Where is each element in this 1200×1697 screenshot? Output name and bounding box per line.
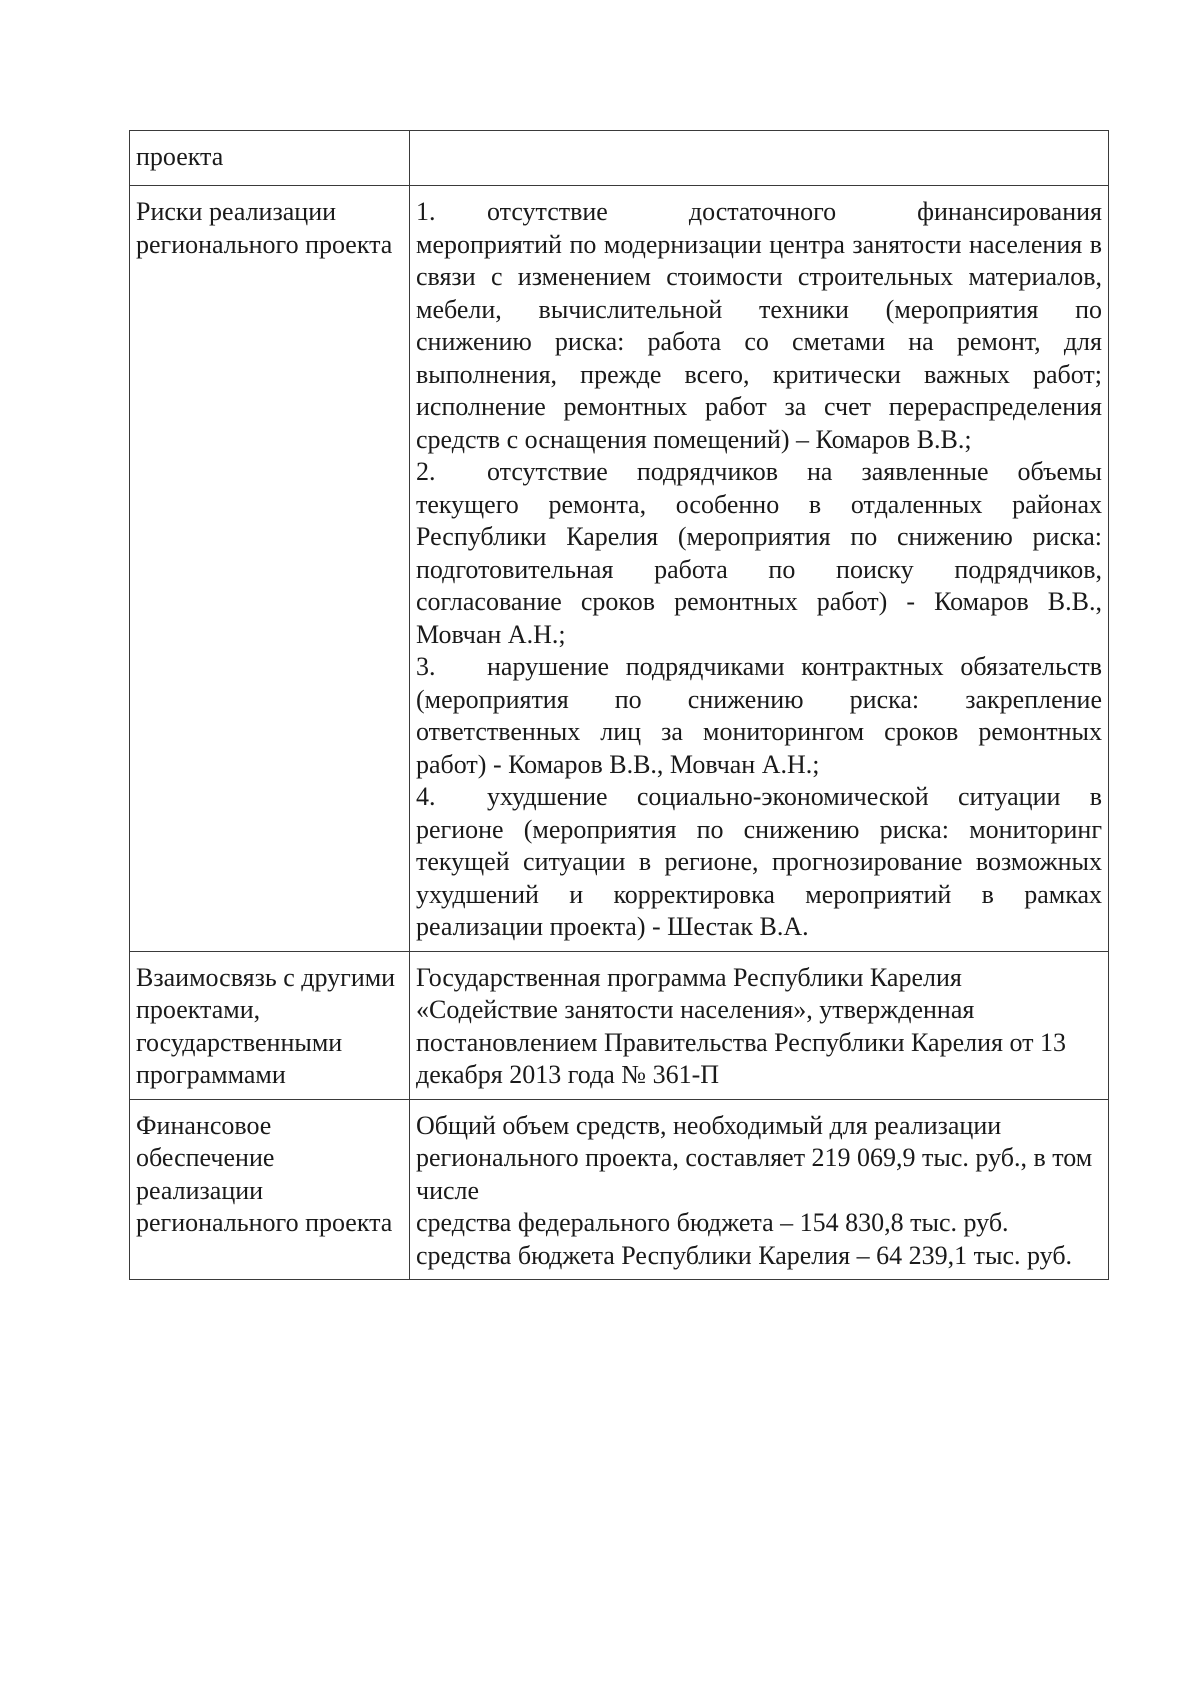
- row-label-cell: [130, 131, 410, 186]
- row-label: проекта: [136, 142, 224, 171]
- risk-item: [416, 196, 1102, 456]
- table-row: [130, 131, 1109, 186]
- row-label: Взаимосвязь с другими проектами, государственными программами: [136, 962, 396, 1089]
- risks-list: [410, 186, 1109, 952]
- table-row: [130, 1099, 1109, 1280]
- risk-item: [416, 456, 1102, 651]
- risk-text: нарушение подрядчиками контрактных обязательств (мероприятия по снижению риска: закрепление ответственных лиц за мониторингом сроков ремонтных работ) - Комаров В.В., Мовчан А.Н.;: [416, 652, 1102, 779]
- risk-text: ухудшение социально-экономической ситуации в регионе (мероприятия по снижению риска: мониторинг текущей ситуации в регионе, прогнозирование возможных ухудшений и корректировка мероприятий в рамках реализации проекта) - Шестак В.А.: [416, 782, 1102, 941]
- risk-item: [416, 781, 1102, 944]
- risk-number: 3.: [416, 652, 436, 681]
- financing-line: Общий объем средств, необходимый для реализации регионального проекта, составляет 219 069,9 тыс. руб., в том числе: [416, 1110, 1093, 1205]
- risk-item: [416, 651, 1102, 781]
- row-label: Риски реализации регионального проекта: [136, 197, 393, 259]
- row-label: Финансовое обеспечение реализации регионального проекта: [136, 1110, 393, 1237]
- document-table: [129, 130, 1109, 1280]
- table-row: [130, 951, 1109, 1099]
- row-content: Государственная программа Республики Карелия «Содействие занятости населения», утвержденная постановлением Правительства Республики Карелия от 13 декабря 2013 года № 361-П: [416, 962, 1066, 1089]
- risk-number: 4.: [416, 782, 436, 811]
- table-row: [130, 186, 1109, 952]
- financing-cell: [410, 1099, 1109, 1280]
- row-content-cell: [410, 951, 1109, 1099]
- risk-text: отсутствие достаточного финансирования мероприятий по модернизации центра занятости населения в связи с изменением стоимости строительных материалов, мебели, вычислительной техники (мероприятия по снижению риска: работа со сметами на ремонт, для выполнения, прежде всего, критически важных работ; исполнение ремонтных работ за счет перераспределения средств с оснащения помещений) – Комаров В.В.;: [416, 197, 1102, 454]
- row-content-cell: [410, 131, 1109, 186]
- risk-number: 2.: [416, 457, 436, 486]
- row-label-cell: [130, 951, 410, 1099]
- risk-text: отсутствие подрядчиков на заявленные объемы текущего ремонта, особенно в отдаленных районах Республики Карелия (мероприятия по снижению риска: подготовительная работа по поиску подрядчиков, согласование сроков ремонтных работ) - Комаров В.В., Мовчан А.Н.;: [416, 457, 1102, 649]
- financing-line: средства бюджета Республики Карелия – 64 239,1 тыс. руб.: [416, 1240, 1073, 1270]
- risk-number: 1.: [416, 197, 436, 226]
- financing-line: средства федерального бюджета – 154 830,8 тыс. руб.: [416, 1208, 1009, 1237]
- row-label-cell: [130, 1099, 410, 1280]
- row-label-cell: [130, 186, 410, 952]
